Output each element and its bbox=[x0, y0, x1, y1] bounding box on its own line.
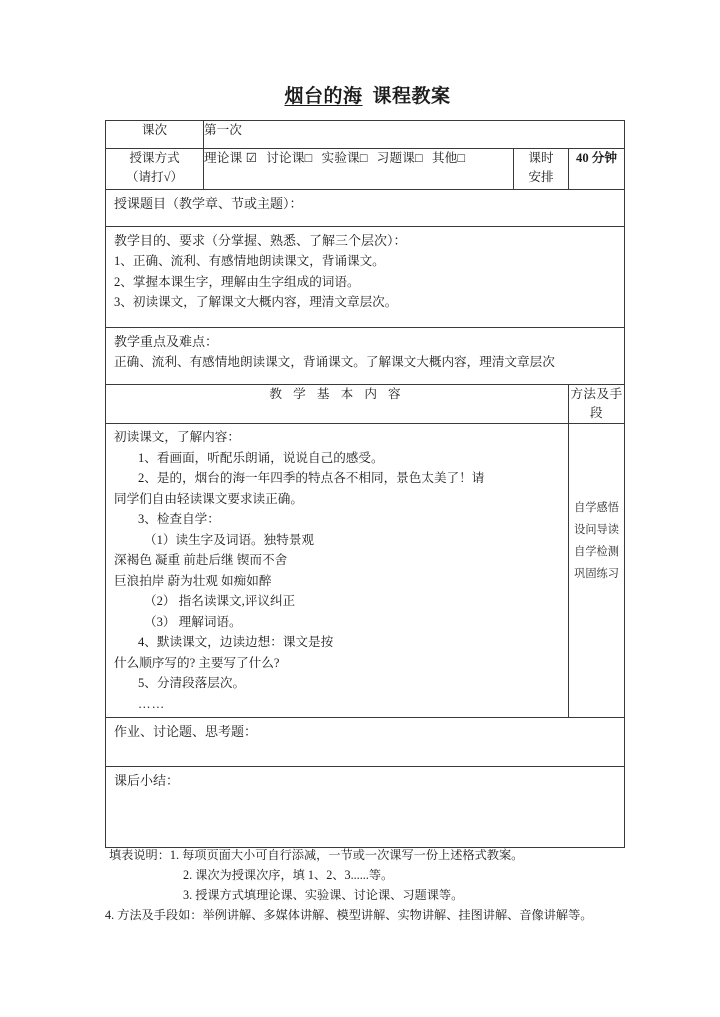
content-line: （1）读生字及词语。独特景观 bbox=[144, 532, 315, 547]
table-row-summary bbox=[106, 767, 625, 848]
method-item: 设问导读 bbox=[574, 524, 619, 536]
checkbox-empty-icon[interactable]: □ bbox=[457, 151, 466, 165]
content-line: 3、检查自学： bbox=[138, 512, 220, 526]
page-title bbox=[105, 84, 624, 110]
homework-heading: 作业、讨论题、思考题： bbox=[114, 724, 258, 739]
content-line-ellipsis: …… bbox=[138, 696, 166, 711]
method-item: 自学感悟 bbox=[574, 502, 619, 514]
topic-heading: 授课题目（教学章、节或主题）： bbox=[114, 196, 303, 211]
table-row-topic bbox=[106, 190, 625, 227]
homework-cell bbox=[106, 718, 625, 767]
objectives-line: 3、初读课文，了解课文大概内容，理清文章层次。 bbox=[114, 295, 398, 309]
methods-cell bbox=[569, 424, 625, 718]
table-row-objectives bbox=[106, 227, 625, 328]
content-line: 4、默读课文，边读边想：课文是按 bbox=[138, 635, 334, 649]
content-line: （2） 指名读课文,评议纠正 bbox=[144, 594, 296, 608]
form-note-line: 2. 课次为授课次序，填 1、2、3......等。 bbox=[183, 868, 394, 882]
content-line: 5、分清段落层次。 bbox=[138, 676, 246, 690]
table-row-session bbox=[106, 121, 625, 149]
teaching-method-label-line2: （请打√） bbox=[125, 170, 184, 184]
focus-heading: 教学重点及难点： bbox=[114, 334, 219, 349]
form-note-line: 填表说明：1. 每项页面大小可自行添减，一节或一次课写一份上述格式教案。 bbox=[109, 848, 524, 862]
teaching-method-label-line1: 授课方式 bbox=[129, 151, 180, 165]
session-value: 第一次 bbox=[204, 121, 625, 149]
checkbox-empty-icon[interactable]: □ bbox=[415, 151, 423, 165]
hours-value: 40 分钟 bbox=[569, 149, 625, 190]
form-note-line: 3. 授课方式填理论课、实验课、讨论课、习题课等。 bbox=[183, 888, 464, 902]
content-line: 什么顺序写的? 主要写了什么? bbox=[114, 655, 280, 670]
table-row-focus bbox=[106, 328, 625, 385]
option-xitike-label: 习题课 bbox=[376, 151, 416, 165]
checkbox-checked-icon[interactable]: ☑ bbox=[245, 151, 258, 165]
focus-line: 正确、流利、有感情地朗读课文，背诵课文。了解课文大概内容，理清文章层次 bbox=[114, 355, 555, 369]
option-shiyanke-label: 实验课 bbox=[321, 151, 360, 165]
topic-cell bbox=[106, 190, 625, 227]
session-label: 课次 bbox=[106, 121, 204, 149]
content-header-left: 教 学 基 本 内 容 bbox=[106, 385, 569, 424]
option-xitike[interactable] bbox=[377, 151, 423, 165]
content-line: （3） 理解词语。 bbox=[144, 614, 242, 629]
lesson-plan-table bbox=[105, 120, 625, 848]
table-row-homework bbox=[106, 718, 625, 767]
method-item: 自学检测 bbox=[574, 546, 619, 558]
hours-label bbox=[514, 149, 569, 190]
focus-cell bbox=[106, 328, 625, 385]
table-row-content-header bbox=[106, 385, 625, 424]
table-row-teaching-method bbox=[106, 149, 625, 190]
page-title-suffix: 课程教案 bbox=[372, 86, 451, 107]
content-line: 初读课文，了解内容： bbox=[114, 430, 240, 444]
option-shiyanke[interactable] bbox=[321, 151, 367, 165]
objectives-cell bbox=[106, 227, 625, 328]
option-qita[interactable] bbox=[432, 151, 465, 165]
option-lilunke[interactable] bbox=[204, 151, 257, 165]
method-item: 巩固练习 bbox=[574, 568, 619, 580]
content-line: 巨浪拍岸 蔚为壮观 如痴如醉 bbox=[114, 573, 272, 588]
content-header-right: 方法及手段 bbox=[569, 385, 625, 424]
content-line: 2、是的，烟台的海一年四季的特点各不相同，景色太美了！请 bbox=[138, 471, 485, 485]
summary-cell bbox=[106, 767, 625, 848]
form-note-line: 4. 方法及手段如：举例讲解、多媒体讲解、模型讲解、实物讲解、挂图讲解、音像讲解等。 bbox=[105, 908, 593, 922]
page-title-subject: 烟台的海 bbox=[284, 86, 363, 107]
hours-label-line1: 课时 bbox=[528, 151, 554, 165]
teaching-method-options bbox=[204, 149, 514, 190]
objectives-line: 2、掌握本课生字，理解由生字组成的词语。 bbox=[114, 274, 360, 289]
checkbox-empty-icon[interactable]: □ bbox=[304, 151, 313, 165]
summary-heading: 课后小结： bbox=[114, 773, 180, 788]
option-taolunke[interactable] bbox=[266, 151, 312, 165]
content-line: 深褐色 凝重 前赴后继 锲而不舍 bbox=[114, 553, 288, 567]
option-taolunke-label: 讨论课 bbox=[266, 151, 305, 165]
hours-label-line2: 安排 bbox=[528, 170, 554, 184]
objectives-heading: 教学目的、要求（分掌握、熟悉、了解三个层次）： bbox=[114, 233, 407, 248]
option-lilunke-label: 理论课 bbox=[204, 151, 243, 165]
form-notes bbox=[105, 845, 630, 925]
content-line: 1、看画面，听配乐朗诵，说说自己的感受。 bbox=[138, 450, 384, 465]
objectives-line: 1、正确、流利、有感情地朗读课文，背诵课文。 bbox=[114, 254, 385, 268]
checkbox-empty-icon[interactable]: □ bbox=[359, 151, 368, 165]
content-line: 同学们自由轻读课文要求读正确。 bbox=[114, 491, 303, 506]
option-qita-label: 其他 bbox=[431, 151, 458, 165]
table-row-content-body bbox=[106, 424, 625, 718]
teaching-method-label bbox=[106, 149, 204, 190]
content-body-cell bbox=[106, 424, 569, 718]
